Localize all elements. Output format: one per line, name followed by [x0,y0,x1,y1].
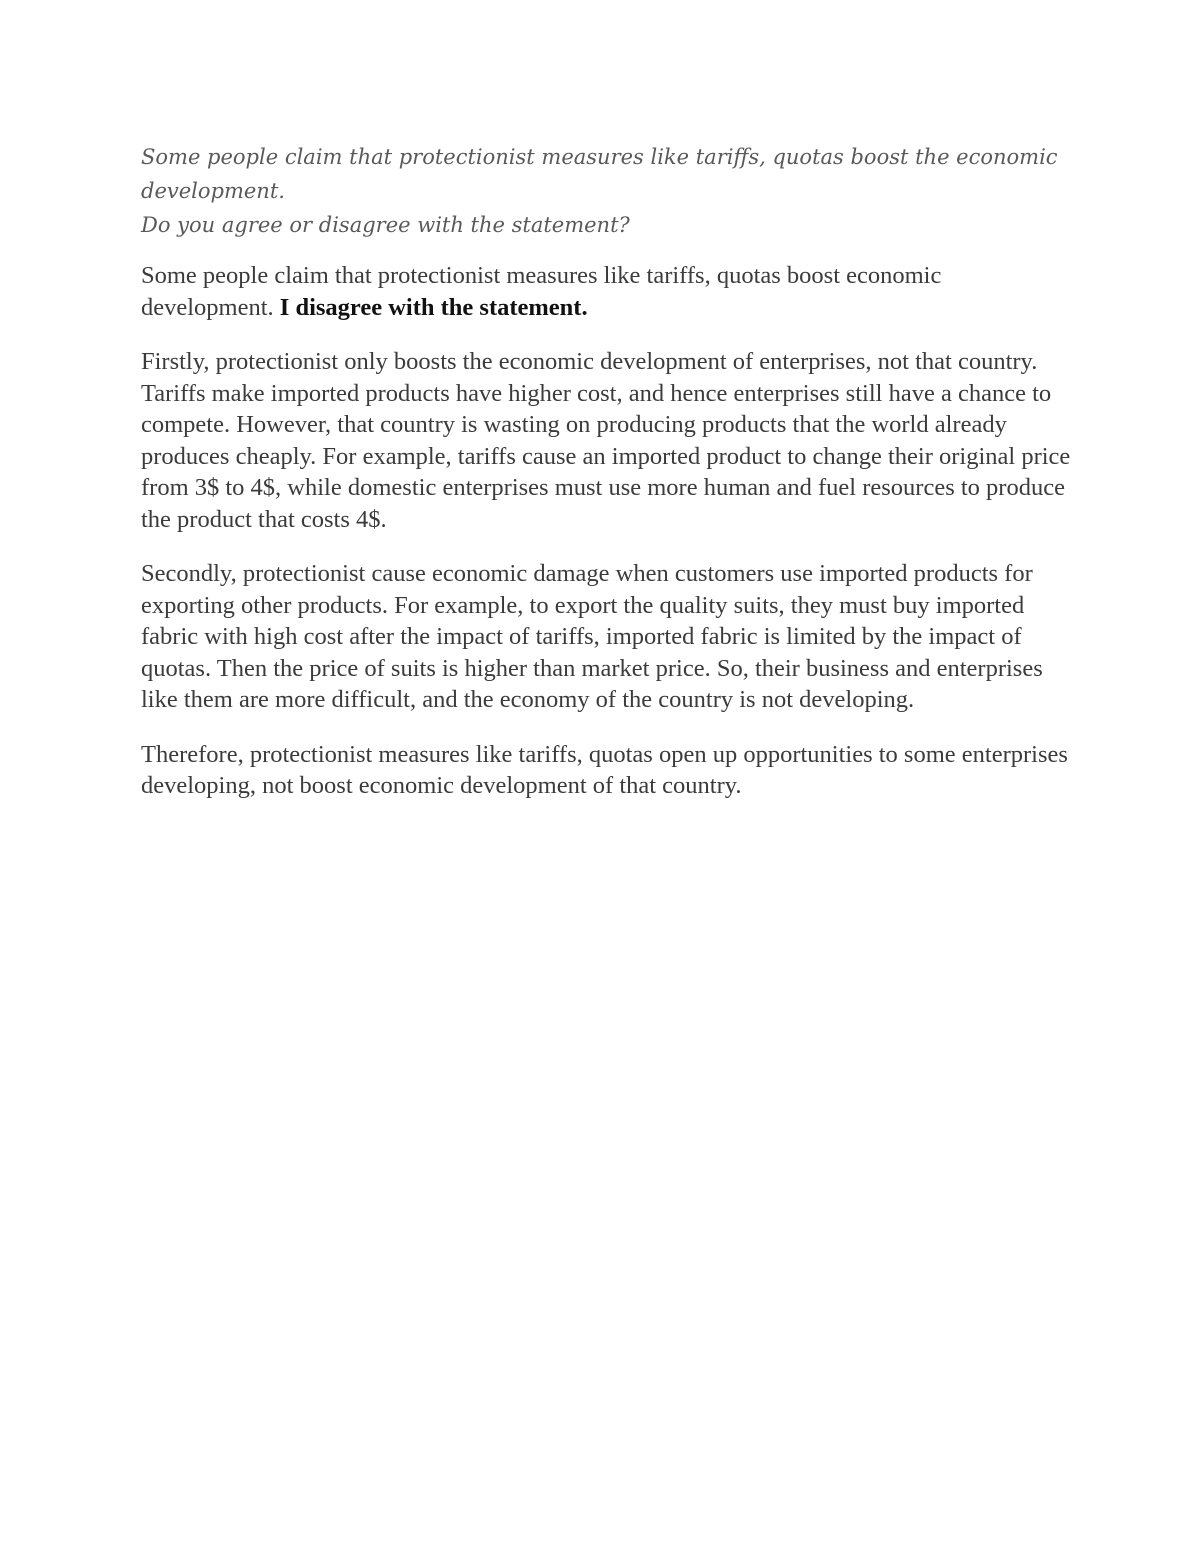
body-paragraph-1: Firstly, protectionist only boosts the economic development of enterprises, not that country. Tariffs make imported products have higher cost, and hence enterprises still have a chance to compete. However, that country is wasting on producing products that the world already produces cheaply. For example, tariffs cause an imported product to change their original price from 3$ to 4$, while domestic enterprises must use more human and fuel resources to produce the product that costs 4$. [141,348,1071,533]
prompt-question: Do you agree or disagree with the statement? [141,213,630,237]
intro-paragraph [141,260,1071,323]
thesis-statement: I disagree with the statement. [279,293,588,321]
essay-prompt [141,140,1071,242]
document-body [141,140,1071,825]
conclusion-paragraph: Therefore, protectionist measures like tariffs, quotas open up opportunities to some enterprises developing, not boost economic development of that country. [141,740,1068,799]
intro-restatement: Some people claim that protectionist measures like tariffs, quotas boost economic development. [141,262,942,321]
prompt-statement: Some people claim that protectionist measures like tariffs, quotas boost the economic development. [141,145,1058,203]
body-paragraph-2: Secondly, protectionist cause economic damage when customers use imported products for exporting other products. For example, to export the quality suits, they must buy imported fabric with high cost after the impact of tariffs, imported fabric is limited by the impact of quotas. Then the price of suits is higher than market price. So, their business and enterprises like them are more difficult, and the economy of the country is not developing. [141,560,1043,713]
